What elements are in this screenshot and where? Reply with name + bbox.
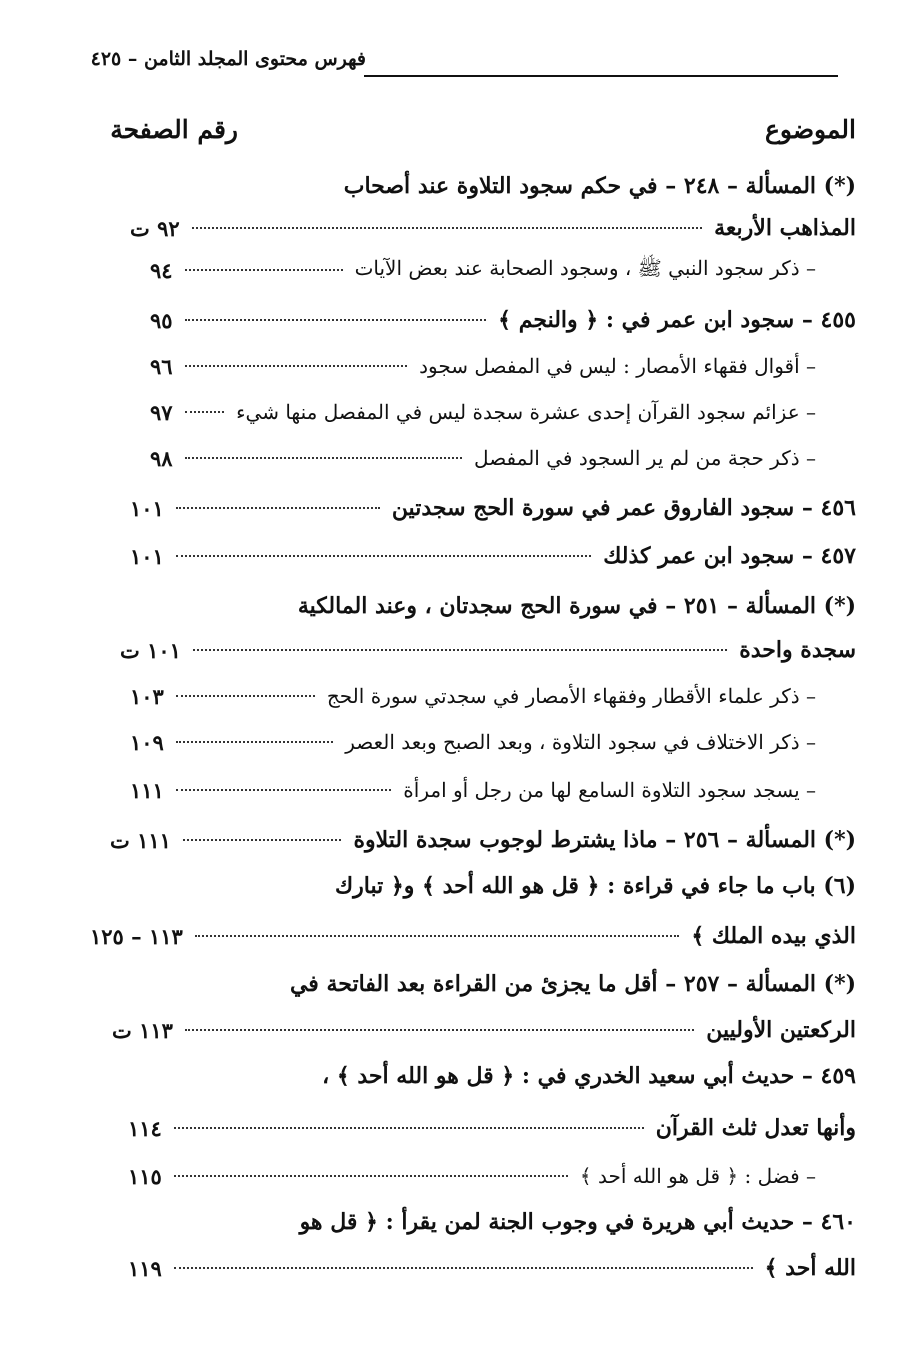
page-number: ٩٤	[150, 257, 173, 283]
index-entry	[120, 632, 856, 668]
entry-text: المذاهب الأربعة	[714, 215, 856, 241]
entry-text: وأنها تعدل ثلث القرآن	[655, 1115, 856, 1141]
page-number: ١٠٣	[130, 683, 164, 709]
entry-text: – ذكر سجود النبي ﷺ ، وسجود الصحابة عند بعض الآيات	[354, 255, 816, 280]
entry-text: – ذكر الاختلاف في سجود التلاوة ، وبعد الصبح وبعد العصر	[345, 730, 816, 754]
page-number: ١١٩	[128, 1255, 162, 1281]
index-entry	[90, 918, 856, 954]
page-number: ٩٦	[150, 353, 173, 379]
page-number: ١٠٩	[130, 729, 164, 755]
index-entry	[150, 394, 856, 430]
index-entry	[60, 168, 856, 204]
index-entry	[130, 724, 856, 760]
entry-text: (*) المسألة – ٢٤٨ – في حكم سجود التلاوة عند أصحاب	[343, 173, 856, 199]
index-entry	[150, 348, 856, 384]
entry-text: الركعتين الأوليين	[706, 1017, 856, 1043]
index-entry	[60, 966, 856, 1002]
dot-leader	[183, 839, 342, 841]
index-entry	[150, 440, 856, 476]
entry-text: – عزائم سجود القرآن إحدى عشرة سجدة ليس في المفصل منها شيء	[236, 400, 816, 424]
entry-text: – يسجد سجود التلاوة السامع لها من رجل أو امرأة	[403, 778, 816, 802]
index-entry	[60, 1204, 856, 1240]
page-number: ١٠١ ت	[120, 637, 181, 663]
dot-leader	[185, 319, 487, 321]
page-number: ١١١ ت	[110, 827, 171, 853]
page-number: ١١٣ – ١٢٥	[90, 923, 183, 949]
index-entry	[110, 822, 856, 858]
column-heading-page: رقم الصفحة	[110, 115, 238, 144]
column-heading-topic: الموضوع	[765, 115, 856, 144]
dot-leader	[176, 507, 380, 509]
dot-leader	[174, 1175, 568, 1177]
index-entry	[60, 868, 856, 904]
index-entry	[112, 1012, 856, 1048]
entry-text: – ذكر علماء الأقطار وفقهاء الأمصار في سجدتي سورة الحج	[326, 684, 816, 708]
page-number: ١١٤	[128, 1115, 162, 1141]
index-entry	[130, 210, 856, 246]
entry-text: ٤٥٧ – سجود ابن عمر كذلك	[603, 543, 856, 569]
index-entry	[150, 302, 856, 338]
index-entry	[130, 678, 856, 714]
header-rule	[364, 75, 838, 77]
index-entry	[60, 588, 856, 624]
index-entry	[128, 1110, 856, 1146]
entry-text: – أقوال فقهاء الأمصار : ليس في المفصل سجود	[419, 354, 816, 378]
entry-text: (*) المسألة – ٢٥٧ – أقل ما يجزئ من القراءة بعد الفاتحة في	[289, 971, 856, 997]
page-number: ٩٥	[150, 307, 173, 333]
index-entry	[130, 490, 856, 526]
index-entry	[60, 1058, 856, 1094]
page-number: ٩٢ ت	[130, 215, 180, 241]
dot-leader	[176, 741, 333, 743]
dot-leader	[185, 365, 408, 367]
entry-text: – فضل : ﴿ قل هو الله أحد ﴾	[579, 1164, 816, 1188]
dot-leader	[176, 695, 315, 697]
dot-leader	[176, 789, 391, 791]
entry-text: (*) المسألة – ٢٥١ – في سورة الحج سجدتان ، وعند المالكية	[297, 593, 856, 619]
index-entry	[150, 252, 856, 288]
page-number: ١٠١	[130, 543, 164, 569]
index-entry	[128, 1250, 856, 1286]
page-number: ١٠١	[130, 495, 164, 521]
page-number: ١١٣ ت	[112, 1017, 173, 1043]
entry-text: ٤٥٥ – سجود ابن عمر في : ﴿ والنجم ﴾	[498, 307, 856, 333]
dot-leader	[185, 269, 343, 271]
running-head: فهرس محتوى المجلد الثامن – ٤٢٥	[90, 48, 366, 70]
dot-leader	[185, 457, 462, 459]
dot-leader	[176, 555, 591, 557]
page-number: ٩٧	[150, 399, 173, 425]
dot-leader	[185, 1029, 694, 1031]
entry-text: سجدة واحدة	[739, 637, 856, 663]
entry-text: ٤٥٩ – حديث أبي سعيد الخدري في : ﴿ قل هو الله أحد ﴾ ،	[322, 1063, 856, 1089]
index-entry	[130, 772, 856, 808]
entry-text: الله أحد ﴾	[764, 1255, 856, 1281]
entry-text: – ذكر حجة من لم ير السجود في المفصل	[474, 446, 816, 470]
dot-leader	[192, 227, 702, 229]
entry-text: (٦) باب ما جاء في قراءة : ﴿ قل هو الله أحد ﴾ و﴿ تبارك	[335, 873, 856, 899]
entry-text: ٤٥٦ – سجود الفاروق عمر في سورة الحج سجدتين	[391, 495, 856, 521]
page-number: ١١٥	[128, 1163, 162, 1189]
entry-text: (*) المسألة – ٢٥٦ – ماذا يشترط لوجوب سجدة التلاوة	[353, 827, 856, 853]
page-number: ١١١	[130, 777, 164, 803]
index-entry	[130, 538, 856, 574]
dot-leader	[193, 649, 727, 651]
dot-leader	[174, 1267, 753, 1269]
entry-text: ٤٦٠ – حديث أبي هريرة في وجوب الجنة لمن يقرأ : ﴿ قل هو	[299, 1209, 856, 1235]
dot-leader	[174, 1127, 644, 1129]
dot-leader	[185, 411, 225, 413]
page-number: ٩٨	[150, 445, 173, 471]
dot-leader	[195, 935, 680, 937]
entry-text: الذي بيده الملك ﴾	[691, 923, 856, 949]
index-entry	[128, 1158, 856, 1194]
